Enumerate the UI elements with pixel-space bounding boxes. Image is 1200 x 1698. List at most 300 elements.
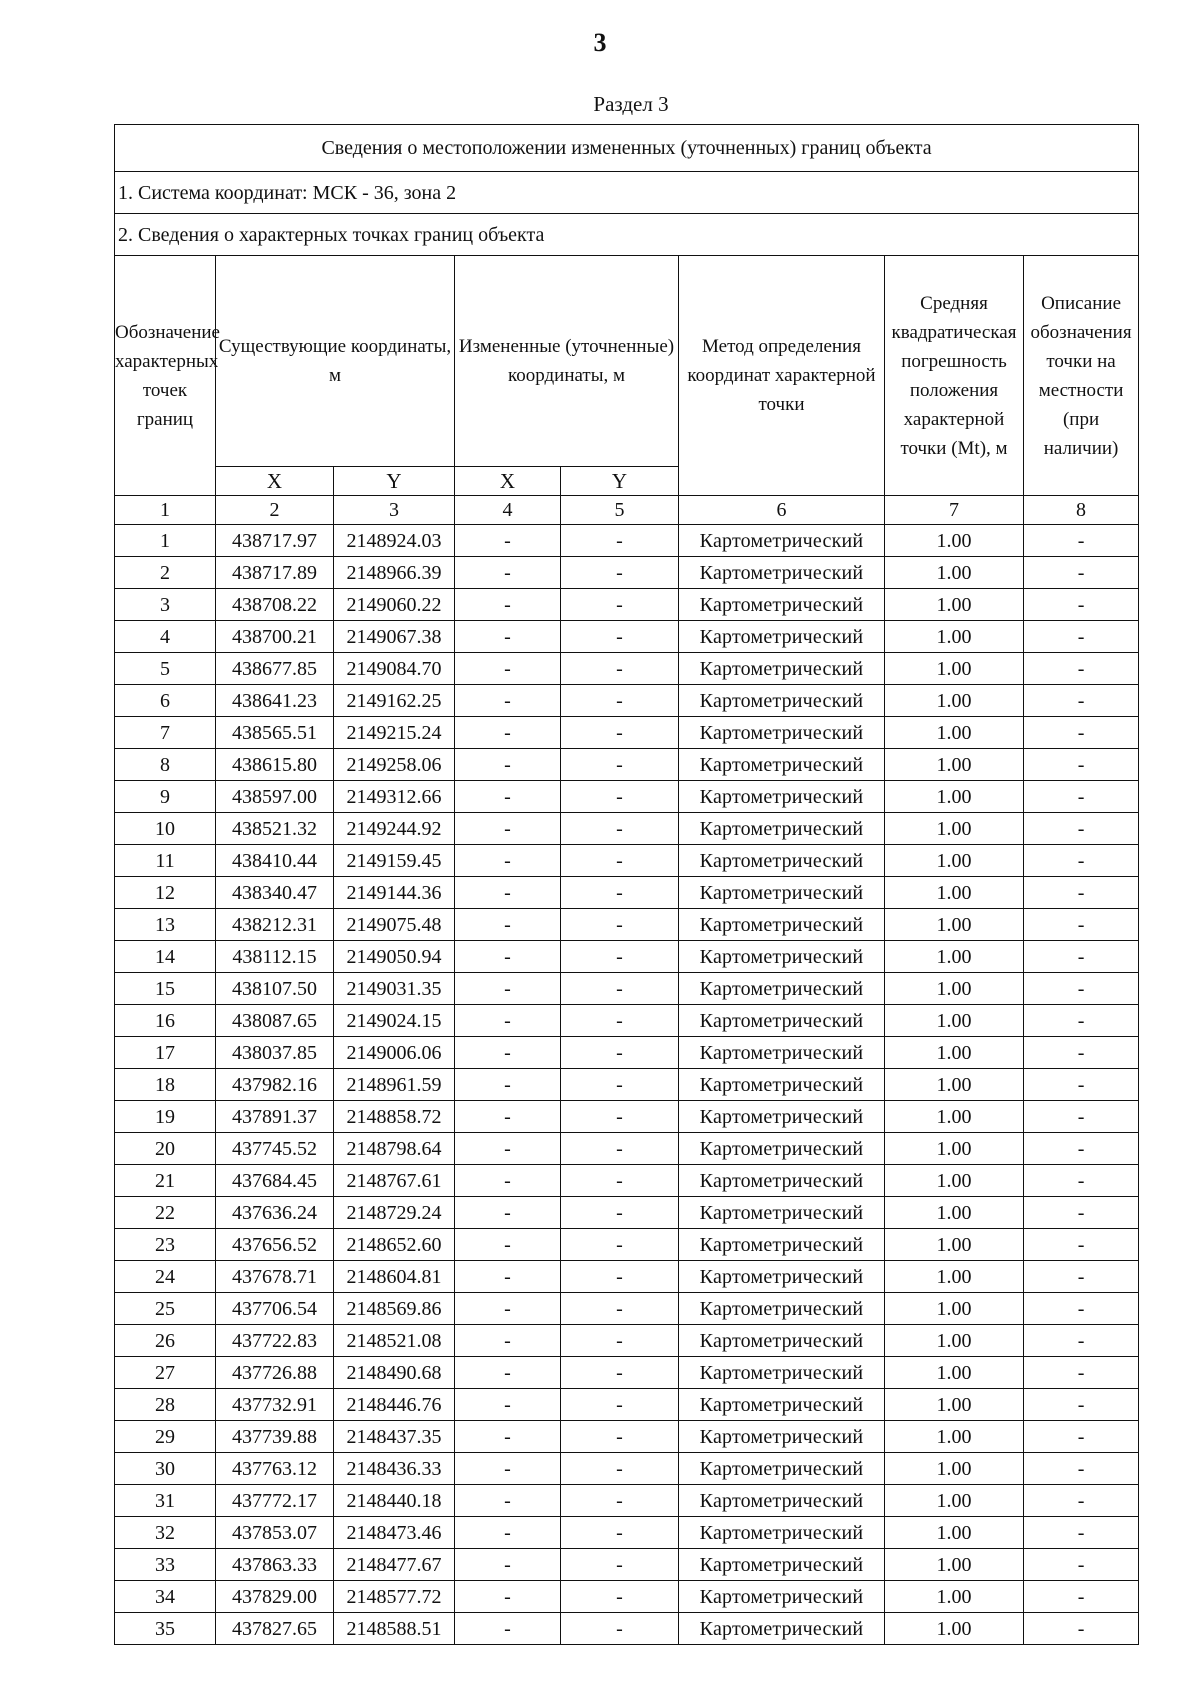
existing-y-cell: 2148521.08 xyxy=(334,1325,455,1357)
table-row xyxy=(115,1549,1139,1581)
method-cell: Картометрический xyxy=(679,1389,885,1421)
description-cell: - xyxy=(1024,1165,1139,1197)
description-cell: - xyxy=(1024,1581,1139,1613)
existing-y-cell: 2148446.76 xyxy=(334,1389,455,1421)
existing-y-cell: 2149244.92 xyxy=(334,813,455,845)
table-title: Сведения о местоположении измененных (уточненных) границ объекта xyxy=(115,125,1139,172)
existing-y-cell: 2148729.24 xyxy=(334,1197,455,1229)
changed-x-cell: - xyxy=(455,1485,561,1517)
table-row xyxy=(115,685,1139,717)
existing-x-cell: 438677.85 xyxy=(216,653,334,685)
rms-error-cell: 1.00 xyxy=(885,1197,1024,1229)
point-number-cell: 24 xyxy=(115,1261,216,1293)
existing-x-cell: 438521.32 xyxy=(216,813,334,845)
description-cell: - xyxy=(1024,1325,1139,1357)
existing-x-cell: 438717.89 xyxy=(216,557,334,589)
changed-x-cell: - xyxy=(455,1037,561,1069)
existing-x-cell: 437853.07 xyxy=(216,1517,334,1549)
description-cell: - xyxy=(1024,845,1139,877)
method-cell: Картометрический xyxy=(679,1549,885,1581)
existing-x-cell: 438708.22 xyxy=(216,589,334,621)
existing-y-cell: 2148588.51 xyxy=(334,1613,455,1645)
description-cell: - xyxy=(1024,685,1139,717)
method-cell: Картометрический xyxy=(679,589,885,621)
existing-x-cell: 437732.91 xyxy=(216,1389,334,1421)
description-cell: - xyxy=(1024,781,1139,813)
rms-error-cell: 1.00 xyxy=(885,973,1024,1005)
table-row xyxy=(115,845,1139,877)
changed-y-cell: - xyxy=(561,557,679,589)
description-cell: - xyxy=(1024,1005,1139,1037)
point-number-cell: 26 xyxy=(115,1325,216,1357)
changed-x-cell: - xyxy=(455,1549,561,1581)
existing-x-cell: 438087.65 xyxy=(216,1005,334,1037)
point-number-cell: 19 xyxy=(115,1101,216,1133)
changed-x-cell: - xyxy=(455,909,561,941)
description-cell: - xyxy=(1024,1549,1139,1581)
description-cell: - xyxy=(1024,1613,1139,1645)
changed-y-cell: - xyxy=(561,1581,679,1613)
existing-x-cell: 437763.12 xyxy=(216,1453,334,1485)
existing-y-cell: 2148477.67 xyxy=(334,1549,455,1581)
rms-error-cell: 1.00 xyxy=(885,1005,1024,1037)
rms-error-cell: 1.00 xyxy=(885,525,1024,557)
changed-x-cell: - xyxy=(455,685,561,717)
existing-y-cell: 2148437.35 xyxy=(334,1421,455,1453)
description-cell: - xyxy=(1024,1485,1139,1517)
changed-y-cell: - xyxy=(561,877,679,909)
method-cell: Картометрический xyxy=(679,1421,885,1453)
changed-y-cell: - xyxy=(561,781,679,813)
existing-y-cell: 2149215.24 xyxy=(334,717,455,749)
method-cell: Картометрический xyxy=(679,1485,885,1517)
header-point-designation: Обозначение характерных точек границ xyxy=(115,256,216,496)
column-number: 6 xyxy=(679,496,885,525)
table-row xyxy=(115,813,1139,845)
existing-x-cell: 438112.15 xyxy=(216,941,334,973)
method-cell: Картометрический xyxy=(679,1229,885,1261)
rms-error-cell: 1.00 xyxy=(885,877,1024,909)
changed-x-cell: - xyxy=(455,1197,561,1229)
column-number: 4 xyxy=(455,496,561,525)
column-number-row xyxy=(115,496,1139,525)
rms-error-cell: 1.00 xyxy=(885,941,1024,973)
method-cell: Картометрический xyxy=(679,1165,885,1197)
method-cell: Картометрический xyxy=(679,1293,885,1325)
header-changed-x: X xyxy=(455,467,561,496)
method-cell: Картометрический xyxy=(679,1133,885,1165)
changed-x-cell: - xyxy=(455,1133,561,1165)
point-number-cell: 5 xyxy=(115,653,216,685)
table-row xyxy=(115,1517,1139,1549)
existing-y-cell: 2149067.38 xyxy=(334,621,455,653)
description-cell: - xyxy=(1024,653,1139,685)
point-number-cell: 28 xyxy=(115,1389,216,1421)
table-row xyxy=(115,1005,1139,1037)
changed-y-cell: - xyxy=(561,1229,679,1261)
existing-y-cell: 2149162.25 xyxy=(334,685,455,717)
changed-y-cell: - xyxy=(561,1293,679,1325)
method-cell: Картометрический xyxy=(679,1037,885,1069)
existing-y-cell: 2148961.59 xyxy=(334,1069,455,1101)
header-method: Метод определения координат характерной точки xyxy=(679,256,885,496)
table-row xyxy=(115,1165,1139,1197)
changed-x-cell: - xyxy=(455,1389,561,1421)
description-cell: - xyxy=(1024,909,1139,941)
changed-y-cell: - xyxy=(561,589,679,621)
rms-error-cell: 1.00 xyxy=(885,1037,1024,1069)
point-number-cell: 1 xyxy=(115,525,216,557)
existing-x-cell: 437772.17 xyxy=(216,1485,334,1517)
rms-error-cell: 1.00 xyxy=(885,1517,1024,1549)
existing-y-cell: 2148858.72 xyxy=(334,1101,455,1133)
point-number-cell: 15 xyxy=(115,973,216,1005)
rms-error-cell: 1.00 xyxy=(885,685,1024,717)
changed-x-cell: - xyxy=(455,1165,561,1197)
changed-x-cell: - xyxy=(455,1261,561,1293)
rms-error-cell: 1.00 xyxy=(885,1485,1024,1517)
existing-y-cell: 2148966.39 xyxy=(334,557,455,589)
existing-y-cell: 2148569.86 xyxy=(334,1293,455,1325)
method-cell: Картометрический xyxy=(679,781,885,813)
changed-x-cell: - xyxy=(455,1453,561,1485)
method-cell: Картометрический xyxy=(679,1357,885,1389)
description-cell: - xyxy=(1024,941,1139,973)
point-number-cell: 8 xyxy=(115,749,216,781)
table-row xyxy=(115,717,1139,749)
table-row xyxy=(115,557,1139,589)
changed-y-cell: - xyxy=(561,1421,679,1453)
column-number: 7 xyxy=(885,496,1024,525)
coordinate-system: 1. Система координат: МСК - 36, зона 2 xyxy=(115,172,1139,214)
description-cell: - xyxy=(1024,589,1139,621)
changed-y-cell: - xyxy=(561,845,679,877)
rms-error-cell: 1.00 xyxy=(885,1581,1024,1613)
table-row xyxy=(115,1101,1139,1133)
changed-y-cell: - xyxy=(561,1005,679,1037)
changed-y-cell: - xyxy=(561,525,679,557)
header-existing-y: Y xyxy=(334,467,455,496)
changed-x-cell: - xyxy=(455,1229,561,1261)
existing-y-cell: 2148604.81 xyxy=(334,1261,455,1293)
column-number: 2 xyxy=(216,496,334,525)
table-row xyxy=(115,1389,1139,1421)
points-caption: 2. Сведения о характерных точках границ объекта xyxy=(115,214,1139,256)
description-cell: - xyxy=(1024,1037,1139,1069)
table-row xyxy=(115,1197,1139,1229)
existing-y-cell: 2148577.72 xyxy=(334,1581,455,1613)
table-row xyxy=(115,1229,1139,1261)
changed-y-cell: - xyxy=(561,1037,679,1069)
method-cell: Картометрический xyxy=(679,1005,885,1037)
description-cell: - xyxy=(1024,525,1139,557)
existing-y-cell: 2148436.33 xyxy=(334,1453,455,1485)
rms-error-cell: 1.00 xyxy=(885,1325,1024,1357)
description-cell: - xyxy=(1024,621,1139,653)
method-cell: Картометрический xyxy=(679,653,885,685)
boundary-points-table xyxy=(114,124,1139,1645)
header-description: Описание обозначения точки на местности (при наличии) xyxy=(1024,256,1139,496)
existing-y-cell: 2148440.18 xyxy=(334,1485,455,1517)
changed-y-cell: - xyxy=(561,621,679,653)
existing-x-cell: 437745.52 xyxy=(216,1133,334,1165)
method-cell: Картометрический xyxy=(679,941,885,973)
existing-x-cell: 438615.80 xyxy=(216,749,334,781)
existing-y-cell: 2149024.15 xyxy=(334,1005,455,1037)
method-cell: Картометрический xyxy=(679,1197,885,1229)
changed-x-cell: - xyxy=(455,1517,561,1549)
existing-x-cell: 438037.85 xyxy=(216,1037,334,1069)
existing-y-cell: 2148767.61 xyxy=(334,1165,455,1197)
method-cell: Картометрический xyxy=(679,1581,885,1613)
changed-y-cell: - xyxy=(561,1133,679,1165)
existing-y-cell: 2149060.22 xyxy=(334,589,455,621)
point-number-cell: 21 xyxy=(115,1165,216,1197)
table-row xyxy=(115,1485,1139,1517)
changed-x-cell: - xyxy=(455,1581,561,1613)
rms-error-cell: 1.00 xyxy=(885,653,1024,685)
method-cell: Картометрический xyxy=(679,845,885,877)
point-number-cell: 6 xyxy=(115,685,216,717)
point-number-cell: 14 xyxy=(115,941,216,973)
changed-y-cell: - xyxy=(561,1453,679,1485)
point-number-cell: 22 xyxy=(115,1197,216,1229)
changed-y-cell: - xyxy=(561,1517,679,1549)
changed-y-cell: - xyxy=(561,1069,679,1101)
rms-error-cell: 1.00 xyxy=(885,717,1024,749)
changed-x-cell: - xyxy=(455,973,561,1005)
table-row xyxy=(115,973,1139,1005)
changed-x-cell: - xyxy=(455,621,561,653)
changed-x-cell: - xyxy=(455,1069,561,1101)
point-number-cell: 27 xyxy=(115,1357,216,1389)
description-cell: - xyxy=(1024,1357,1139,1389)
existing-y-cell: 2149006.06 xyxy=(334,1037,455,1069)
changed-x-cell: - xyxy=(455,781,561,813)
rms-error-cell: 1.00 xyxy=(885,1101,1024,1133)
description-cell: - xyxy=(1024,1261,1139,1293)
column-number: 8 xyxy=(1024,496,1139,525)
point-number-cell: 35 xyxy=(115,1613,216,1645)
method-cell: Картометрический xyxy=(679,1517,885,1549)
existing-x-cell: 437678.71 xyxy=(216,1261,334,1293)
existing-x-cell: 437982.16 xyxy=(216,1069,334,1101)
description-cell: - xyxy=(1024,813,1139,845)
changed-y-cell: - xyxy=(561,1549,679,1581)
existing-x-cell: 438597.00 xyxy=(216,781,334,813)
rms-error-cell: 1.00 xyxy=(885,1133,1024,1165)
header-existing-coords: Существующие координаты, м xyxy=(216,256,455,467)
header-existing-x: X xyxy=(216,467,334,496)
description-cell: - xyxy=(1024,1101,1139,1133)
point-number-cell: 23 xyxy=(115,1229,216,1261)
changed-y-cell: - xyxy=(561,1613,679,1645)
point-number-cell: 10 xyxy=(115,813,216,845)
table-row xyxy=(115,1613,1139,1645)
point-number-cell: 13 xyxy=(115,909,216,941)
changed-y-cell: - xyxy=(561,973,679,1005)
table-row xyxy=(115,941,1139,973)
existing-x-cell: 437684.45 xyxy=(216,1165,334,1197)
existing-y-cell: 2149159.45 xyxy=(334,845,455,877)
rms-error-cell: 1.00 xyxy=(885,1357,1024,1389)
description-cell: - xyxy=(1024,749,1139,781)
changed-x-cell: - xyxy=(455,1293,561,1325)
table-row xyxy=(115,1453,1139,1485)
changed-y-cell: - xyxy=(561,1325,679,1357)
changed-y-cell: - xyxy=(561,685,679,717)
existing-y-cell: 2149031.35 xyxy=(334,973,455,1005)
changed-y-cell: - xyxy=(561,1101,679,1133)
point-number-cell: 31 xyxy=(115,1485,216,1517)
existing-x-cell: 437726.88 xyxy=(216,1357,334,1389)
method-cell: Картометрический xyxy=(679,877,885,909)
description-cell: - xyxy=(1024,1453,1139,1485)
rms-error-cell: 1.00 xyxy=(885,813,1024,845)
existing-y-cell: 2149312.66 xyxy=(334,781,455,813)
changed-x-cell: - xyxy=(455,1325,561,1357)
changed-y-cell: - xyxy=(561,653,679,685)
existing-y-cell: 2148490.68 xyxy=(334,1357,455,1389)
existing-x-cell: 438107.50 xyxy=(216,973,334,1005)
changed-y-cell: - xyxy=(561,1197,679,1229)
existing-x-cell: 438717.97 xyxy=(216,525,334,557)
existing-y-cell: 2149084.70 xyxy=(334,653,455,685)
changed-y-cell: - xyxy=(561,749,679,781)
table-row xyxy=(115,1261,1139,1293)
changed-x-cell: - xyxy=(455,589,561,621)
description-cell: - xyxy=(1024,1421,1139,1453)
existing-y-cell: 2148652.60 xyxy=(334,1229,455,1261)
changed-x-cell: - xyxy=(455,525,561,557)
changed-x-cell: - xyxy=(455,1357,561,1389)
existing-y-cell: 2148924.03 xyxy=(334,525,455,557)
rms-error-cell: 1.00 xyxy=(885,1421,1024,1453)
description-cell: - xyxy=(1024,1133,1139,1165)
changed-x-cell: - xyxy=(455,1005,561,1037)
method-cell: Картометрический xyxy=(679,1325,885,1357)
description-cell: - xyxy=(1024,877,1139,909)
method-cell: Картометрический xyxy=(679,1453,885,1485)
existing-x-cell: 437891.37 xyxy=(216,1101,334,1133)
point-number-cell: 12 xyxy=(115,877,216,909)
rms-error-cell: 1.00 xyxy=(885,1293,1024,1325)
method-cell: Картометрический xyxy=(679,525,885,557)
point-number-cell: 30 xyxy=(115,1453,216,1485)
table-row xyxy=(115,525,1139,557)
changed-x-cell: - xyxy=(455,845,561,877)
changed-x-cell: - xyxy=(455,653,561,685)
existing-x-cell: 438340.47 xyxy=(216,877,334,909)
changed-y-cell: - xyxy=(561,717,679,749)
changed-y-cell: - xyxy=(561,1389,679,1421)
point-number-cell: 20 xyxy=(115,1133,216,1165)
method-cell: Картометрический xyxy=(679,1101,885,1133)
column-number: 5 xyxy=(561,496,679,525)
changed-x-cell: - xyxy=(455,1613,561,1645)
description-cell: - xyxy=(1024,1197,1139,1229)
existing-x-cell: 437739.88 xyxy=(216,1421,334,1453)
rms-error-cell: 1.00 xyxy=(885,781,1024,813)
method-cell: Картометрический xyxy=(679,621,885,653)
existing-x-cell: 438700.21 xyxy=(216,621,334,653)
changed-x-cell: - xyxy=(455,941,561,973)
point-number-cell: 34 xyxy=(115,1581,216,1613)
existing-y-cell: 2149144.36 xyxy=(334,877,455,909)
table-row xyxy=(115,1133,1139,1165)
method-cell: Картометрический xyxy=(679,1261,885,1293)
changed-x-cell: - xyxy=(455,1421,561,1453)
description-cell: - xyxy=(1024,717,1139,749)
method-cell: Картометрический xyxy=(679,749,885,781)
table-row xyxy=(115,749,1139,781)
rms-error-cell: 1.00 xyxy=(885,1069,1024,1101)
table-row xyxy=(115,621,1139,653)
rms-error-cell: 1.00 xyxy=(885,909,1024,941)
description-cell: - xyxy=(1024,1517,1139,1549)
table-row xyxy=(115,1581,1139,1613)
table-row xyxy=(115,1037,1139,1069)
table-row xyxy=(115,1069,1139,1101)
point-number-cell: 3 xyxy=(115,589,216,621)
rms-error-cell: 1.00 xyxy=(885,557,1024,589)
changed-y-cell: - xyxy=(561,941,679,973)
existing-y-cell: 2148798.64 xyxy=(334,1133,455,1165)
description-cell: - xyxy=(1024,1293,1139,1325)
rms-error-cell: 1.00 xyxy=(885,1229,1024,1261)
column-number: 1 xyxy=(115,496,216,525)
table-row xyxy=(115,781,1139,813)
table-row xyxy=(115,909,1139,941)
description-cell: - xyxy=(1024,1069,1139,1101)
description-cell: - xyxy=(1024,1389,1139,1421)
changed-x-cell: - xyxy=(455,749,561,781)
point-number-cell: 4 xyxy=(115,621,216,653)
header-changed-y: Y xyxy=(561,467,679,496)
method-cell: Картометрический xyxy=(679,813,885,845)
rms-error-cell: 1.00 xyxy=(885,1261,1024,1293)
existing-x-cell: 437706.54 xyxy=(216,1293,334,1325)
point-number-cell: 33 xyxy=(115,1549,216,1581)
existing-x-cell: 438410.44 xyxy=(216,845,334,877)
table-row xyxy=(115,589,1139,621)
method-cell: Картометрический xyxy=(679,685,885,717)
existing-y-cell: 2149258.06 xyxy=(334,749,455,781)
rms-error-cell: 1.00 xyxy=(885,749,1024,781)
point-number-cell: 7 xyxy=(115,717,216,749)
table-row xyxy=(115,877,1139,909)
existing-x-cell: 437722.83 xyxy=(216,1325,334,1357)
existing-y-cell: 2149075.48 xyxy=(334,909,455,941)
method-cell: Картометрический xyxy=(679,557,885,589)
header-rms-error: Средняя квадратическая погрешность положения характерной точки (Mt), м xyxy=(885,256,1024,496)
existing-x-cell: 437636.24 xyxy=(216,1197,334,1229)
rms-error-cell: 1.00 xyxy=(885,589,1024,621)
header-changed-coords: Измененные (уточненные) координаты, м xyxy=(455,256,679,467)
table-row xyxy=(115,1293,1139,1325)
rms-error-cell: 1.00 xyxy=(885,1453,1024,1485)
changed-y-cell: - xyxy=(561,909,679,941)
changed-y-cell: - xyxy=(561,1261,679,1293)
description-cell: - xyxy=(1024,973,1139,1005)
method-cell: Картометрический xyxy=(679,1069,885,1101)
description-cell: - xyxy=(1024,1229,1139,1261)
existing-x-cell: 437863.33 xyxy=(216,1549,334,1581)
rms-error-cell: 1.00 xyxy=(885,845,1024,877)
changed-y-cell: - xyxy=(561,1165,679,1197)
existing-x-cell: 437656.52 xyxy=(216,1229,334,1261)
rms-error-cell: 1.00 xyxy=(885,1613,1024,1645)
